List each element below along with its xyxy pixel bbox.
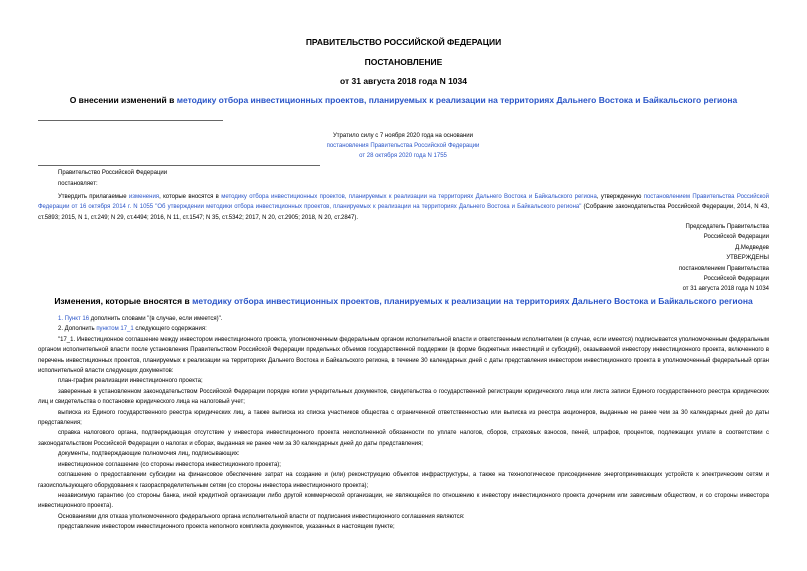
signature-line3: Д.Медведев xyxy=(735,244,769,251)
paragraph-schedule: план-график реализации инвестиционного проекта; xyxy=(58,378,203,385)
resolution-1055-link[interactable]: постановлением Правительства Российской Федерации от 16 октября 2014 г. N 1055 "Об утверждении методики отбора инвестиционных проектов, планируемых к реализации на территориях Дальнего Востока и Байкальского региона" xyxy=(38,194,769,211)
top-divider xyxy=(38,120,223,121)
paragraph-extract: выписка из Единого государственного реестра юридических лиц, а также выписка из списка участников общества с ограниченной ответственностью или выписка из реестра акционеров, выданные не ранее чем за 30 календарных дней до даты представления; xyxy=(38,409,769,427)
paragraph-authority-docs: документы, подтверждающие полномочия лиц, подписывающих: xyxy=(58,451,240,458)
changes-title-link[interactable]: методику отбора инвестиционных проектов, планируемых к реализации на территориях Дальнего Востока и Байкальского региона xyxy=(192,296,753,306)
signature-line1: Председатель Правительства xyxy=(685,224,769,230)
decree-date: от 31 августа 2018 года N 1034 xyxy=(340,76,467,86)
item-1-link[interactable]: 1. Пункт 16 xyxy=(58,316,90,322)
signature-line2: Российской Федерации xyxy=(703,234,769,241)
approved-heading: УТВЕРЖДЕНЫ xyxy=(726,255,769,262)
approved-line3: от 31 августа 2018 года N 1034 xyxy=(682,286,769,293)
item-1-text: дополнить словами "(в случае, если имеется)". xyxy=(89,316,223,322)
paragraph-investment-agreement: инвестиционное соглашение (со стороны инвестора инвестиционного проекта); xyxy=(58,461,281,468)
intro-line2: постановляет: xyxy=(58,181,98,187)
item-2-link[interactable]: пунктом 17_1 xyxy=(96,326,134,333)
document-title xyxy=(0,95,807,105)
paragraph-17-1: "17_1. Инвестиционное соглашение между инвестором инвестиционного проекта, уполномоченным федеральным органом исполнительной власти и ответственным исполнителем (в случае, если имеется) подписывается уполномоченным федеральным органом исполнительной власти после установления Правительством Российской Федерации предельных объемов государственной поддержки (в форме бюджетных инвестиций и субсидий), оказываемой инвестору инвестиционного проекта, включенного в перечень инвестиционных проектов, планируемых к реализации на территориях Дальнего Востока и Байкальского региона, в течение 30 календарных дней с даты представления инвестором инвестиционного проекта в уполномоченный федеральный орган исполнительной власти следующих документов: xyxy=(38,336,769,375)
paragraph-subsidy-agreement: соглашение о предоставлении субсидии на финансовое обеспечение затрат на создание и (или) реконструкцию объектов инфраструктуры, а также на технологическое присоединение энергопринимающих устройств к электрическим сетям и газоиспользующего оборудования к газораспределительным сетям (со стороны инвестора инвестиционного проекта); xyxy=(38,472,769,489)
p1-text-d: (Собрание законодательства Российской Федерации, 2014, N 43, ст.5893; 2015, N 1, ст.249; N 29, ст.4494; 2016, N 11, ст.1547; N 35, ст.5342; 2017, N 20, ст.2905; 2018, N 20, ст.2847). xyxy=(38,204,770,221)
p1-text-a: Утвердить прилагаемые xyxy=(58,194,129,200)
decree-paragraph xyxy=(38,192,769,223)
paragraph-refusal-grounds: Основаниями для отказа уполномоченного федерального органа исполнительной власти от подписания инвестиционного соглашения являются: xyxy=(58,513,465,520)
p1-text-c: , утвержденную xyxy=(596,194,644,200)
approved-line1: постановлением Правительства xyxy=(678,265,769,272)
paragraph-tax-certificate: справка налогового органа, подтверждающая отсутствие у инвестора инвестиционного проекта неисполненной обязанности по уплате налогов, сборов, страховых взносов, пеней, штрафов, процентов, подлежащих уплате в соответствии с законодательством Российской Федерации о налогах и сборах, выданная не ранее чем за 30 календарных дней до даты представления; xyxy=(38,430,769,447)
p1-text-b: , которые вносятся в xyxy=(159,194,222,200)
changes-body xyxy=(38,314,769,533)
document-title-link[interactable]: методику отбора инвестиционных проектов, планируемых к реализации на территориях Дальнего Востока и Байкальского региона xyxy=(176,95,738,105)
intro-line1: Правительство Российской Федерации xyxy=(58,170,168,176)
paragraph-copies: заверенные в установленном законодательством Российской Федерации порядке копии учредительных документов, свидетельства о государственной регистрации юридического лица или листа записи Единого государственного реестра юридических лиц и свидетельства о постановке юридического лица на налоговый учет; xyxy=(38,388,769,406)
repeal-note xyxy=(250,131,556,161)
repeal-note-link2[interactable]: от 28 октября 2020 года N 1755 xyxy=(359,153,447,159)
government-heading: ПРАВИТЕЛЬСТВО РОССИЙСКОЙ ФЕДЕРАЦИИ xyxy=(305,37,502,47)
intro-text xyxy=(58,168,558,190)
paragraph-incomplete-docs: представление инвестором инвестиционного проекта неполного комплекта документов, указанных в настоящем пункте; xyxy=(58,524,395,531)
changes-title xyxy=(0,296,807,306)
item-2 xyxy=(38,324,769,334)
paragraph-guarantee: независимую гарантию (со стороны банка, иной кредитной организации либо другой коммерческой организации, не являющейся по отношению к инвестору инвестиционного проекта дочерним или зависимым обществом, и со стороны инвестора инвестиционного проекта). xyxy=(38,492,769,510)
repeal-note-link1[interactable]: постановления Правительства Российской Федерации xyxy=(326,143,480,149)
signature-block xyxy=(500,222,769,295)
changes-title-prefix: Изменения, которые вносятся в xyxy=(54,296,193,306)
item-1 xyxy=(38,314,769,324)
document-title-prefix: О внесении изменений в xyxy=(69,95,177,105)
methodology-link[interactable]: методику отбора инвестиционных проектов, планируемых к реализации на территориях Дальнего Востока и Байкальского региона xyxy=(221,194,597,200)
item-2-prefix: 2. Дополнить xyxy=(58,326,97,333)
decree-heading: ПОСТАНОВЛЕНИЕ xyxy=(364,57,443,67)
approved-line2: Российской Федерации xyxy=(703,276,769,283)
repeal-note-line1: Утратило силу с 7 ноября 2020 года на основании xyxy=(332,133,474,139)
changes-link[interactable]: изменения xyxy=(128,194,160,200)
intro-divider xyxy=(38,165,320,166)
item-2-text: следующего содержания: xyxy=(133,326,207,333)
